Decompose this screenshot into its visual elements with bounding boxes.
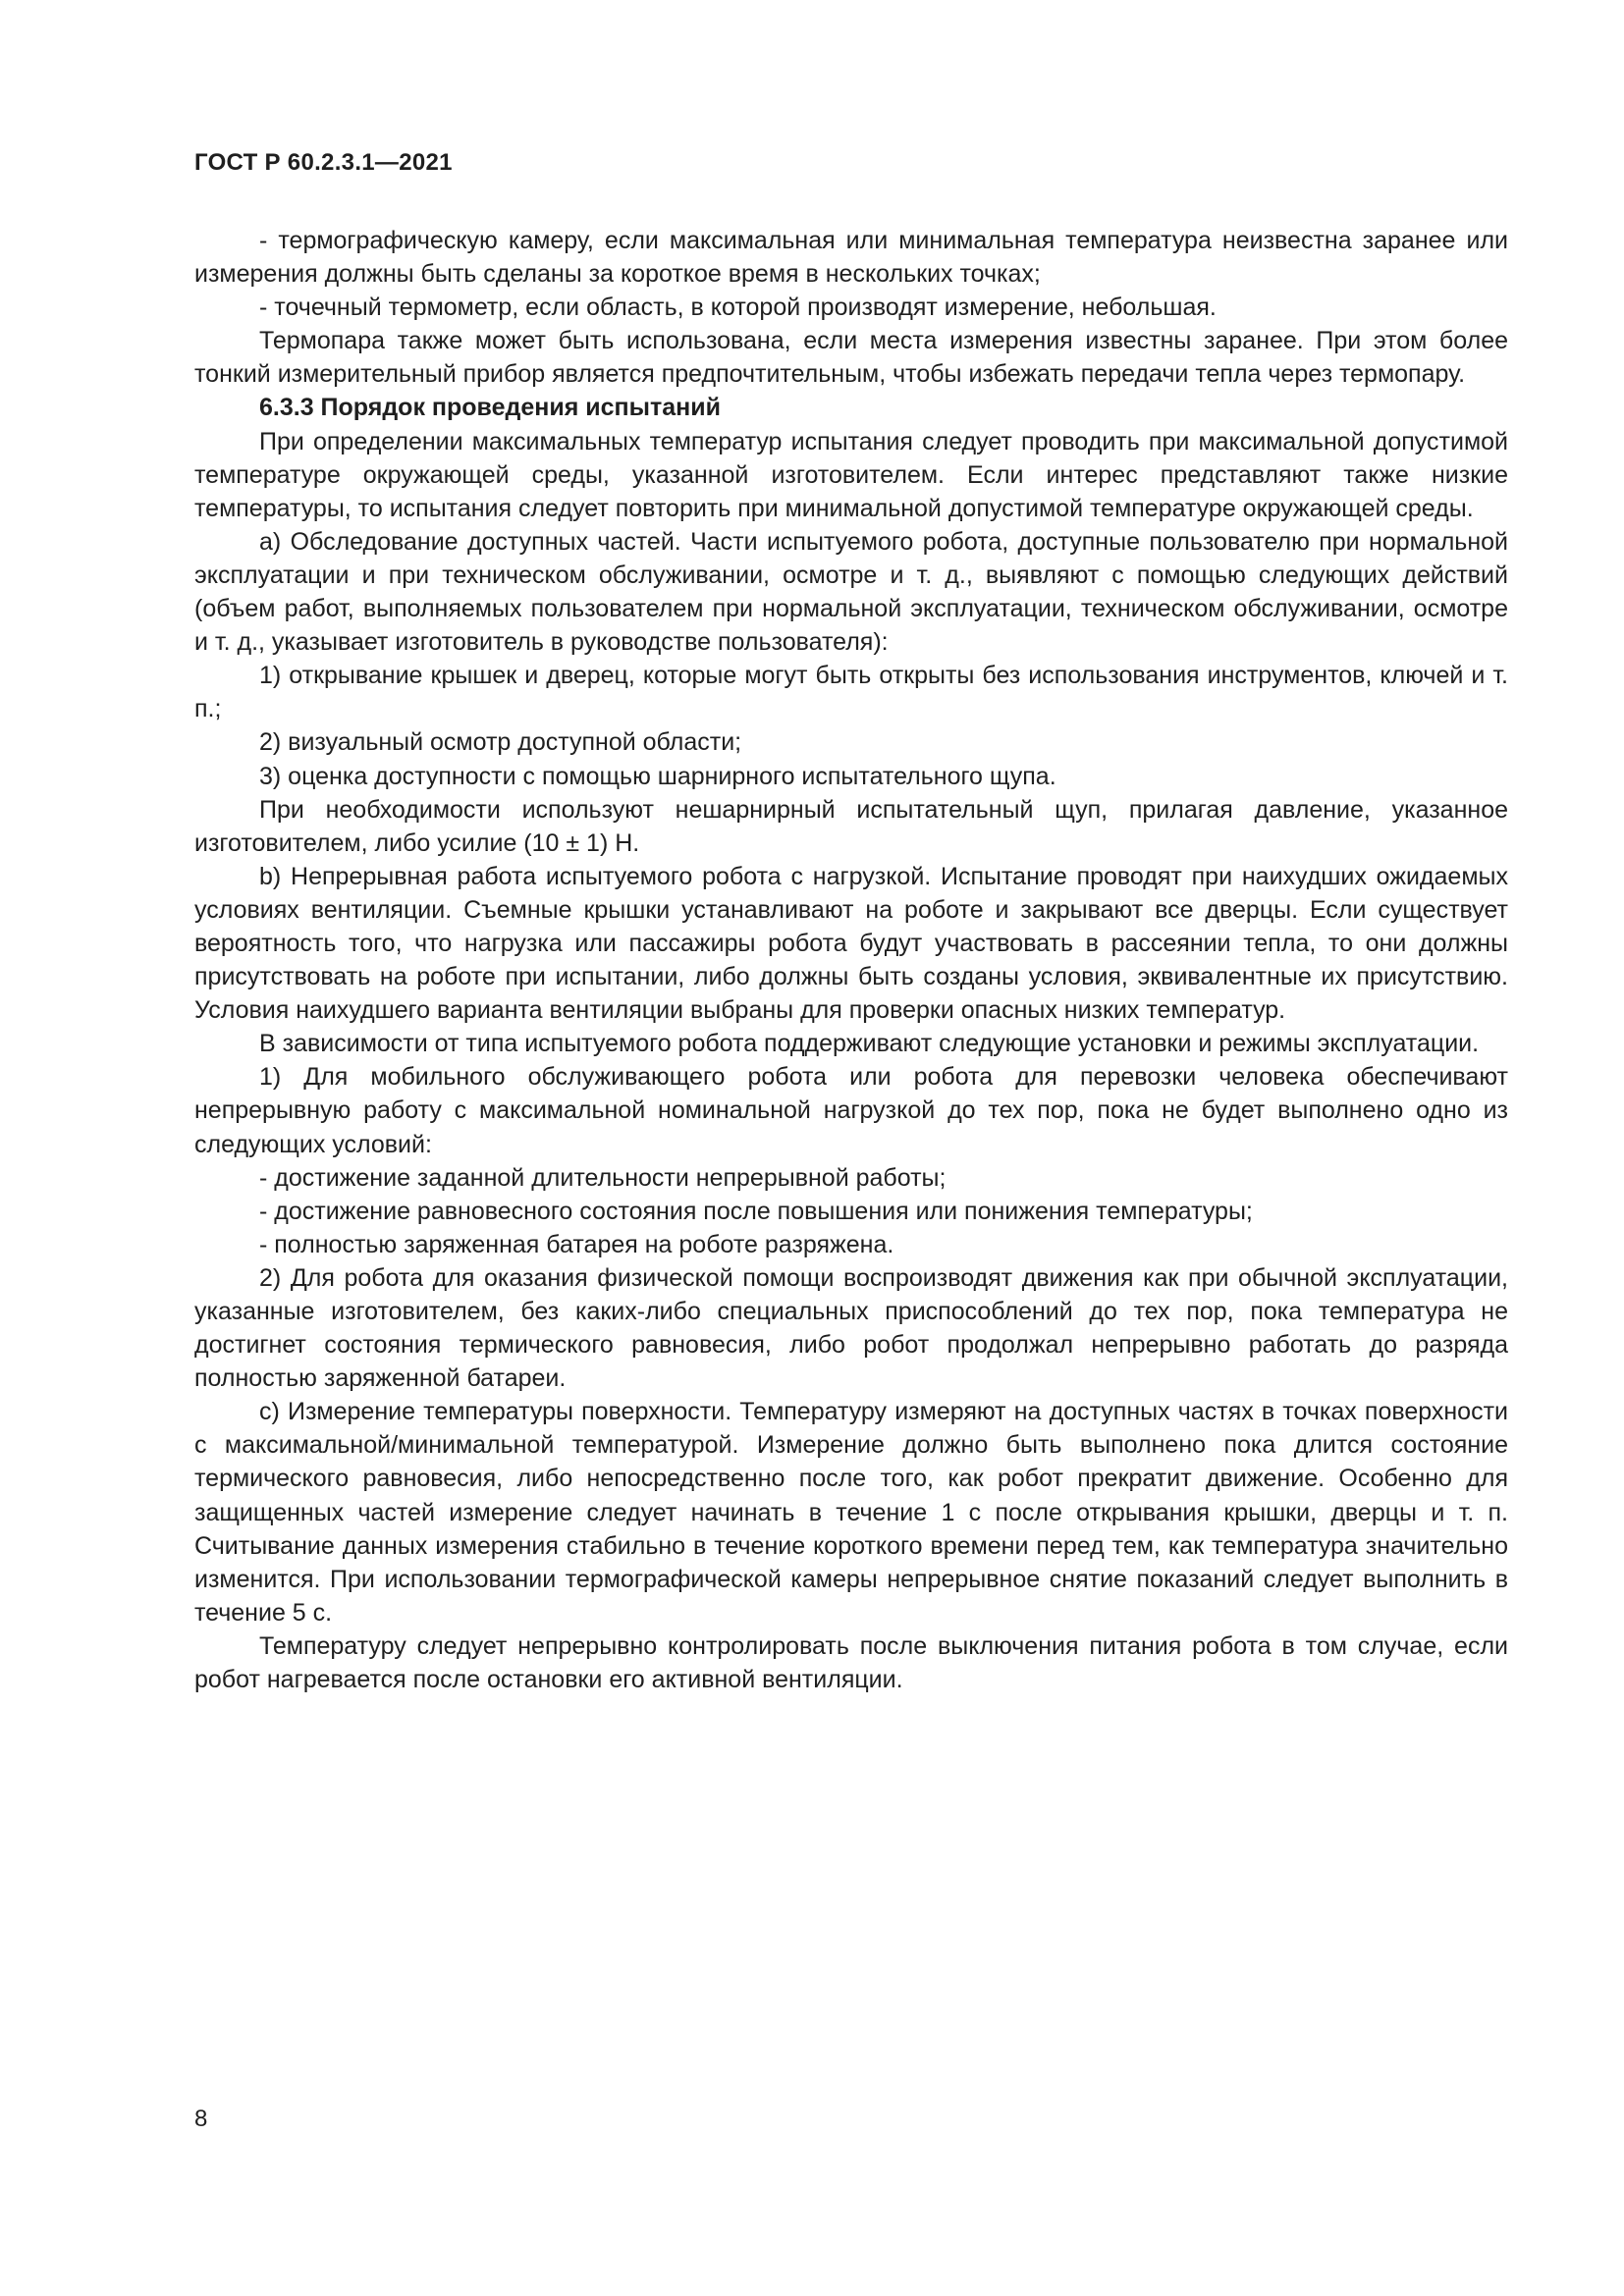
section-heading: 6.3.3 Порядок проведения испытаний — [259, 394, 721, 422]
paragraph: - точечный термометр, если область, в которой производят измерение, небольшая. — [259, 294, 1217, 322]
document-header: ГОСТ Р 60.2.3.1—2021 — [194, 149, 453, 176]
paragraph: 2) Для робота для оказания физической помощи воспроизводят движения как при обычной эксплуатации, указанные изготовителем, без каких-либо специальных приспособлений до тех пор, пока температура не достигнет состояния термического равновесия, либо робот продолжал непрерывно работать до разряда полностью заряженной батареи. — [194, 1263, 1508, 1393]
paragraph: 3) оценка доступности с помощью шарнирного испытательного щупа. — [259, 762, 1056, 790]
paragraph: - достижение заданной длительности непрерывной работы; — [259, 1163, 947, 1192]
document-body — [194, 224, 1508, 1696]
paragraph: - термографическую камеру, если максимальная или минимальная температура неизвестна заранее или измерения должны быть сделаны за короткое время в нескольких точках; — [194, 227, 1508, 289]
paragraph: 1) Для мобильного обслуживающего робота или робота для перевозки человека обеспечивают непрерывную работу с максимальной номинальной нагрузкой до тех пор, пока не будет выполнено одно из следующих условий: — [194, 1063, 1508, 1158]
paragraph: c) Измерение температуры поверхности. Температуру измеряют на доступных частях в точках поверхности с максимальной/минимальной температурой. Измерение должно быть выполнено пока длится состояние термического равновесия, либо непосредственно после того, как робот прекратит движение. Особенно для защищенных частей измерение следует начинать в течение 1 с после открывания крышки, дверцы и т. п. Считывание данных измерения стабильно в течение короткого времени перед тем, как температура значительно изменится. При использовании термографической камеры непрерывное снятие показаний следует выполнить в течение 5 с. — [194, 1398, 1508, 1627]
paragraph: a) Обследование доступных частей. Части испытуемого робота, доступные пользователю при нормальной эксплуатации и при техническом обслуживании, осмотре и т. д., выявляют с помощью следующих действий (объем работ, выполняемых пользователем при нормальной эксплуатации, техническом обслуживании, осмотре и т. д., указывает изготовитель в руководстве пользователя): — [194, 527, 1508, 657]
paragraph: Температуру следует непрерывно контролировать после выключения питания робота в том случае, если робот нагревается после остановки его активной вентиляции. — [194, 1631, 1508, 1694]
paragraph: 1) открывание крышек и дверец, которые могут быть открыты без использования инструментов, ключей и т. п.; — [194, 662, 1508, 723]
paragraph: 2) визуальный осмотр доступной области; — [259, 728, 742, 757]
paragraph: - полностью заряженная батарея на роботе разряжена. — [259, 1230, 894, 1258]
paragraph: b) Непрерывная работа испытуемого робота с нагрузкой. Испытание проводят при наихудших ожидаемых условиях вентиляции. Съемные крышки устанавливают на роботе и закрывают все дверцы. Если существует вероятность того, что нагрузка или пассажиры робота будут участвовать в рассеянии тепла, то они должны присутствовать на роботе при испытании, либо должны быть созданы условия, эквивалентные их присутствию. Условия наихудшего варианта вентиляции выбраны для проверки опасных низких температур. — [194, 862, 1508, 1025]
page-number: 8 — [194, 2106, 208, 2132]
paragraph: При определении максимальных температур испытания следует проводить при максимальной допустимой температуре окружающей среды, указанной изготовителем. Если интерес представляют также низкие температуры, то испытания следует повторить при минимальной допустимой температуре окружающей среды. — [194, 427, 1508, 522]
paragraph: Термопара также может быть использована, если места измерения известны заранее. При этом более тонкий измерительный прибор является предпочтительным, чтобы избежать передачи тепла через термопару. — [194, 327, 1508, 389]
paragraph: - достижение равновесного состояния после повышения или понижения температуры; — [259, 1197, 1253, 1225]
paragraph: В зависимости от типа испытуемого робота поддерживают следующие установки и режимы эксплуатации. — [259, 1030, 1480, 1058]
paragraph: При необходимости используют нешарнирный испытательный щуп, прилагая давление, указанное изготовителем, либо усилие (10 ± 1) Н. — [194, 795, 1508, 857]
